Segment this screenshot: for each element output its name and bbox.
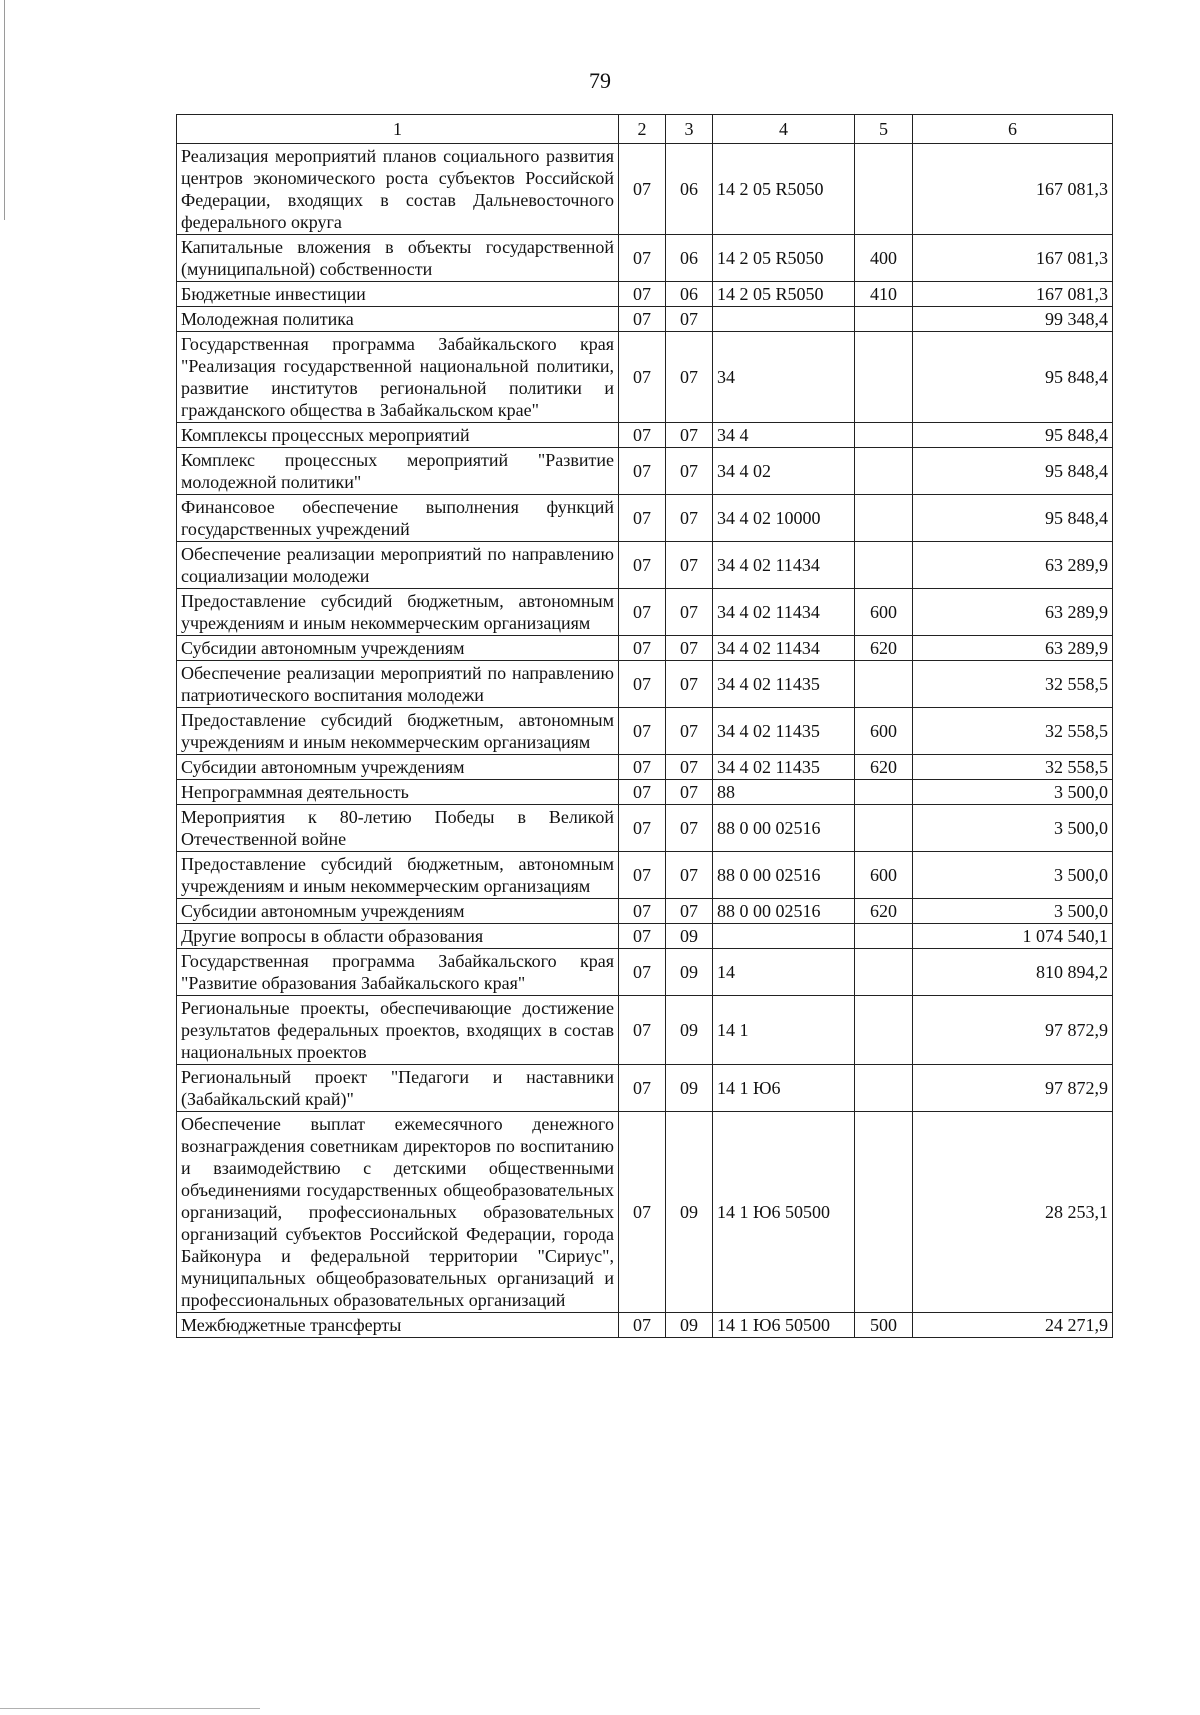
row-expense-type: 620 [855,636,913,661]
row-expense-type: 600 [855,589,913,636]
table-row [177,144,1113,235]
row-subsection: 07 [666,661,713,708]
table-row [177,1313,1113,1338]
row-name: Финансовое обеспечение выполнения функций государственных учреждений [177,495,619,542]
row-subsection: 07 [666,589,713,636]
row-subsection: 07 [666,636,713,661]
row-subsection: 07 [666,542,713,589]
row-section: 07 [619,282,666,307]
table-header [177,115,1113,144]
row-section: 07 [619,448,666,495]
row-subsection: 09 [666,1065,713,1112]
row-name: Другие вопросы в области образования [177,924,619,949]
row-target-article: 14 2 05 R5050 [713,282,855,307]
row-amount: 167 081,3 [913,235,1113,282]
row-name: Государственная программа Забайкальского края "Реализация государственной национальной политики, развитие институтов региональной политики и гражданского общества в Забайкальском крае" [177,332,619,423]
budget-table [176,114,1113,1338]
table-row [177,1112,1113,1313]
table-row [177,708,1113,755]
row-subsection: 06 [666,235,713,282]
row-section: 07 [619,235,666,282]
row-amount: 167 081,3 [913,282,1113,307]
scan-edge-line [4,0,5,220]
row-subsection: 09 [666,1112,713,1313]
table-row [177,661,1113,708]
header-col-expense-type: 5 [855,115,913,144]
row-amount: 95 848,4 [913,332,1113,423]
table-row [177,996,1113,1065]
row-target-article: 88 0 00 02516 [713,899,855,924]
row-name: Государственная программа Забайкальского края "Развитие образования Забайкальского края" [177,949,619,996]
row-name: Непрограммная деятельность [177,780,619,805]
row-expense-type [855,1112,913,1313]
row-name: Обеспечение реализации мероприятий по направлению социализации молодежи [177,542,619,589]
row-section: 07 [619,1065,666,1112]
row-expense-type [855,780,913,805]
row-name: Субсидии автономным учреждениям [177,899,619,924]
row-expense-type [855,805,913,852]
table-row [177,307,1113,332]
row-section: 07 [619,1313,666,1338]
row-target-article: 88 0 00 02516 [713,805,855,852]
row-subsection: 07 [666,448,713,495]
row-name: Комплекс процессных мероприятий "Развитие молодежной политики" [177,448,619,495]
row-section: 07 [619,589,666,636]
row-amount: 95 848,4 [913,423,1113,448]
row-expense-type: 410 [855,282,913,307]
row-name: Субсидии автономным учреждениям [177,755,619,780]
row-subsection: 09 [666,1313,713,1338]
row-expense-type [855,448,913,495]
row-expense-type [855,423,913,448]
row-target-article: 14 2 05 R5050 [713,235,855,282]
row-expense-type [855,307,913,332]
row-name: Капитальные вложения в объекты государственной (муниципальной) собственности [177,235,619,282]
row-expense-type [855,924,913,949]
row-name: Молодежная политика [177,307,619,332]
row-expense-type: 600 [855,852,913,899]
row-subsection: 07 [666,780,713,805]
table-row [177,755,1113,780]
row-amount: 3 500,0 [913,805,1113,852]
row-expense-type [855,996,913,1065]
row-name: Региональный проект "Педагоги и наставники (Забайкальский край)" [177,1065,619,1112]
row-section: 07 [619,1112,666,1313]
row-amount: 3 500,0 [913,780,1113,805]
row-target-article: 14 1 Ю6 [713,1065,855,1112]
row-amount: 3 500,0 [913,899,1113,924]
table-row [177,235,1113,282]
row-section: 07 [619,949,666,996]
row-target-article: 14 2 05 R5050 [713,144,855,235]
row-target-article: 34 [713,332,855,423]
table-row [177,924,1113,949]
row-amount: 28 253,1 [913,1112,1113,1313]
row-target-article: 34 4 02 [713,448,855,495]
row-amount: 63 289,9 [913,589,1113,636]
table-row [177,780,1113,805]
header-col-amount: 6 [913,115,1113,144]
table-row [177,805,1113,852]
row-expense-type [855,1065,913,1112]
row-subsection: 09 [666,949,713,996]
row-subsection: 09 [666,996,713,1065]
row-amount: 3 500,0 [913,852,1113,899]
row-section: 07 [619,708,666,755]
table-row [177,589,1113,636]
table-row [177,495,1113,542]
row-target-article: 88 0 00 02516 [713,852,855,899]
row-section: 07 [619,805,666,852]
row-amount: 32 558,5 [913,661,1113,708]
row-target-article: 14 1 [713,996,855,1065]
row-section: 07 [619,144,666,235]
row-expense-type [855,144,913,235]
table-row [177,1065,1113,1112]
row-amount: 32 558,5 [913,755,1113,780]
row-section: 07 [619,636,666,661]
row-name: Предоставление субсидий бюджетным, автономным учреждениям и иным некоммерческим организациям [177,708,619,755]
row-section: 07 [619,755,666,780]
row-amount: 97 872,9 [913,996,1113,1065]
row-subsection: 07 [666,852,713,899]
row-subsection: 07 [666,307,713,332]
row-target-article: 34 4 02 11434 [713,542,855,589]
row-target-article: 34 4 02 11434 [713,589,855,636]
row-amount: 63 289,9 [913,542,1113,589]
row-target-article: 34 4 02 11435 [713,755,855,780]
row-target-article [713,307,855,332]
row-subsection: 07 [666,708,713,755]
row-section: 07 [619,899,666,924]
row-section: 07 [619,495,666,542]
header-row [177,115,1113,144]
row-expense-type [855,542,913,589]
row-section: 07 [619,852,666,899]
row-target-article: 34 4 02 10000 [713,495,855,542]
header-col-section: 2 [619,115,666,144]
row-name: Мероприятия к 80-летию Победы в Великой Отечественной войне [177,805,619,852]
table-row [177,448,1113,495]
row-target-article: 34 4 [713,423,855,448]
row-amount: 1 074 540,1 [913,924,1113,949]
row-amount: 63 289,9 [913,636,1113,661]
table-row [177,949,1113,996]
row-section: 07 [619,307,666,332]
row-subsection: 06 [666,282,713,307]
row-subsection: 07 [666,755,713,780]
row-name: Межбюджетные трансферты [177,1313,619,1338]
row-subsection: 06 [666,144,713,235]
row-amount: 24 271,9 [913,1313,1113,1338]
row-expense-type: 620 [855,899,913,924]
row-subsection: 07 [666,495,713,542]
row-section: 07 [619,661,666,708]
row-section: 07 [619,780,666,805]
row-subsection: 09 [666,924,713,949]
header-col-target-article: 4 [713,115,855,144]
row-expense-type: 400 [855,235,913,282]
table-row [177,899,1113,924]
row-section: 07 [619,423,666,448]
row-subsection: 07 [666,423,713,448]
row-target-article: 34 4 02 11435 [713,661,855,708]
row-amount: 95 848,4 [913,448,1113,495]
scan-edge-line-bottom [0,1708,260,1709]
row-expense-type [855,495,913,542]
row-subsection: 07 [666,899,713,924]
row-section: 07 [619,996,666,1065]
row-amount: 97 872,9 [913,1065,1113,1112]
table-row [177,423,1113,448]
row-name: Обеспечение выплат ежемесячного денежного вознаграждения советникам директоров по воспитанию и взаимодействию с детскими общественными объединениями государственных общеобразовательных организаций, профессиональных образовательных организаций субъектов Российской Федерации, города Байконура и федеральной территории "Сириус", муниципальных общеобразовательных организаций и профессиональных образовательных организаций [177,1112,619,1313]
row-target-article [713,924,855,949]
row-name: Бюджетные инвестиции [177,282,619,307]
row-amount: 167 081,3 [913,144,1113,235]
row-expense-type [855,949,913,996]
row-expense-type: 600 [855,708,913,755]
row-name: Реализация мероприятий планов социального развития центров экономического роста субъектов Российской Федерации, входящих в состав Дальневосточного федерального округа [177,144,619,235]
row-section: 07 [619,924,666,949]
table-row [177,636,1113,661]
row-amount: 99 348,4 [913,307,1113,332]
row-expense-type: 500 [855,1313,913,1338]
row-name: Обеспечение реализации мероприятий по направлению патриотического воспитания молодежи [177,661,619,708]
row-subsection: 07 [666,332,713,423]
row-expense-type: 620 [855,755,913,780]
row-name: Предоставление субсидий бюджетным, автономным учреждениям и иным некоммерческим организациям [177,589,619,636]
header-col-name: 1 [177,115,619,144]
row-name: Комплексы процессных мероприятий [177,423,619,448]
row-section: 07 [619,332,666,423]
row-name: Региональные проекты, обеспечивающие достижение результатов федеральных проектов, входящих в состав национальных проектов [177,996,619,1065]
table-row [177,332,1113,423]
row-amount: 810 894,2 [913,949,1113,996]
row-amount: 95 848,4 [913,495,1113,542]
row-target-article: 14 [713,949,855,996]
row-target-article: 14 1 Ю6 50500 [713,1313,855,1338]
row-name: Субсидии автономным учреждениям [177,636,619,661]
header-col-subsection: 3 [666,115,713,144]
page-number: 79 [589,68,611,93]
row-target-article: 14 1 Ю6 50500 [713,1112,855,1313]
row-target-article: 34 4 02 11434 [713,636,855,661]
table-row [177,852,1113,899]
table-row [177,282,1113,307]
table-row [177,542,1113,589]
row-subsection: 07 [666,805,713,852]
row-amount: 32 558,5 [913,708,1113,755]
row-expense-type [855,661,913,708]
table-body [177,144,1113,1338]
row-name: Предоставление субсидий бюджетным, автономным учреждениям и иным некоммерческим организациям [177,852,619,899]
row-expense-type [855,332,913,423]
row-section: 07 [619,542,666,589]
row-target-article: 34 4 02 11435 [713,708,855,755]
row-target-article: 88 [713,780,855,805]
